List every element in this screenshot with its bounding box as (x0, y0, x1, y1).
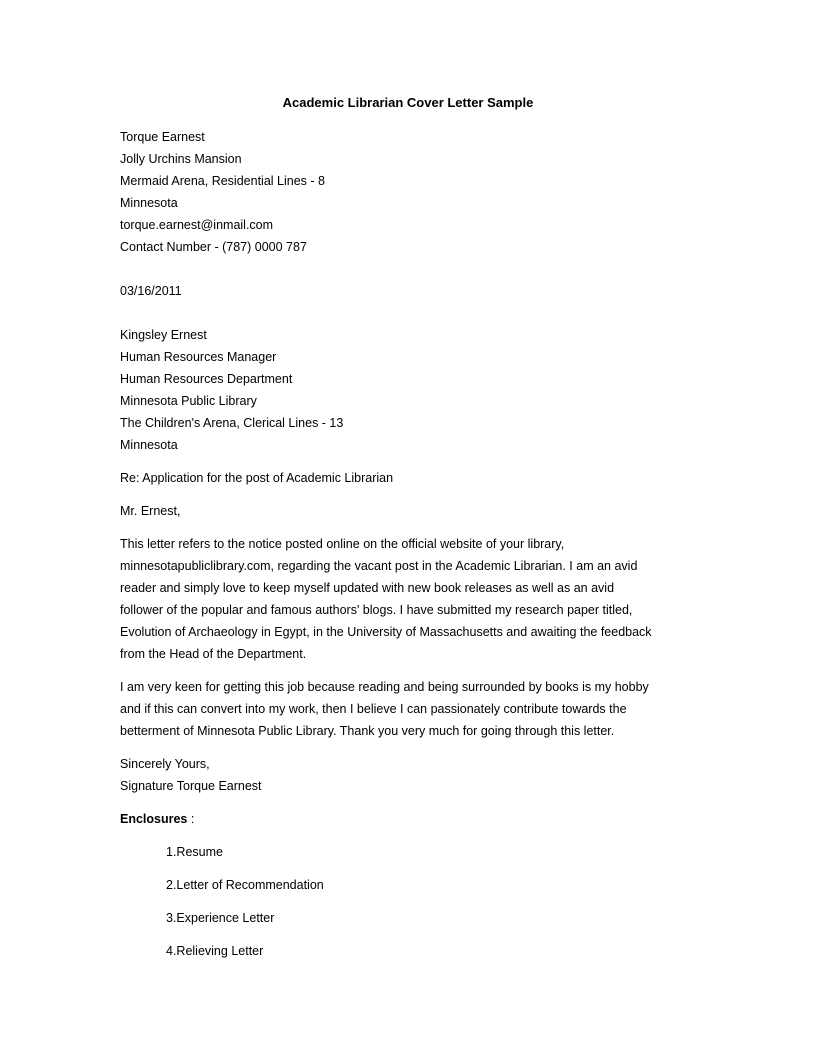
enclosure-item: 1.Resume (166, 845, 223, 859)
closing: Sincerely Yours, (120, 757, 210, 771)
sender-address-block (120, 126, 680, 258)
paragraph-line: from the Head of the Department. (120, 647, 307, 661)
sender-address-line-1: Jolly Urchins Mansion (120, 152, 242, 166)
enclosure-item: 4.Relieving Letter (166, 944, 264, 958)
paragraph-line: and if this can convert into my work, then I believe I can passionately contribute towards the (120, 702, 627, 716)
body-paragraph-1 (120, 533, 680, 665)
sender-address-line-2: Mermaid Arena, Residential Lines - 8 (120, 174, 325, 188)
recipient-state: Minnesota (120, 438, 178, 452)
paragraph-line: I am very keen for getting this job because reading and being surrounded by books is my hobby (120, 680, 649, 694)
paragraph-line: reader and simply love to keep myself updated with new book releases as well as an avid (120, 581, 615, 595)
sender-name: Torque Earnest (120, 130, 205, 144)
closing-block (120, 753, 680, 797)
subject-line: Re: Application for the post of Academic Librarian (120, 471, 394, 485)
salutation: Mr. Ernest, (120, 504, 181, 518)
enclosures-heading (120, 808, 680, 830)
paragraph-line: betterment of Minnesota Public Library. Thank you very much for going through this letter. (120, 724, 615, 738)
body-paragraph-2 (120, 676, 680, 742)
recipient-name: Kingsley Ernest (120, 328, 207, 342)
letter-date: 03/16/2011 (120, 284, 182, 298)
document-title: Academic Librarian Cover Letter Sample (282, 95, 534, 110)
enclosure-item: 3.Experience Letter (166, 911, 275, 925)
sender-email: torque.earnest@inmail.com (120, 218, 274, 232)
recipient-address-block (120, 324, 680, 456)
subject-block (120, 467, 680, 489)
date-block (120, 280, 680, 302)
enclosures-label: Enclosures (120, 812, 188, 826)
enclosures-heading-line (120, 808, 680, 830)
signature-line: Signature Torque Earnest (120, 779, 262, 793)
enclosure-item: 2.Letter of Recommendation (166, 878, 324, 892)
salutation-block (120, 500, 680, 522)
paragraph-line: Evolution of Archaeology in Egypt, in the University of Massachusetts and awaiting the feedback (120, 625, 652, 639)
recipient-title: Human Resources Manager (120, 350, 277, 364)
paragraph-line: minnesotapubliclibrary.com, regarding the vacant post in the Academic Librarian. I am an avid (120, 559, 638, 573)
enclosures-suffix: : (187, 812, 195, 826)
recipient-department: Human Resources Department (120, 372, 293, 386)
paragraph-line: follower of the popular and famous authors' blogs. I have submitted my research paper titled, (120, 603, 633, 617)
sender-state: Minnesota (120, 196, 178, 210)
paragraph-line: This letter refers to the notice posted online on the official website of your library, (120, 537, 565, 551)
sender-contact-number: Contact Number - (787) 0000 787 (120, 240, 307, 254)
recipient-organization: Minnesota Public Library (120, 394, 257, 408)
recipient-address: The Children's Arena, Clerical Lines - 13 (120, 416, 344, 430)
